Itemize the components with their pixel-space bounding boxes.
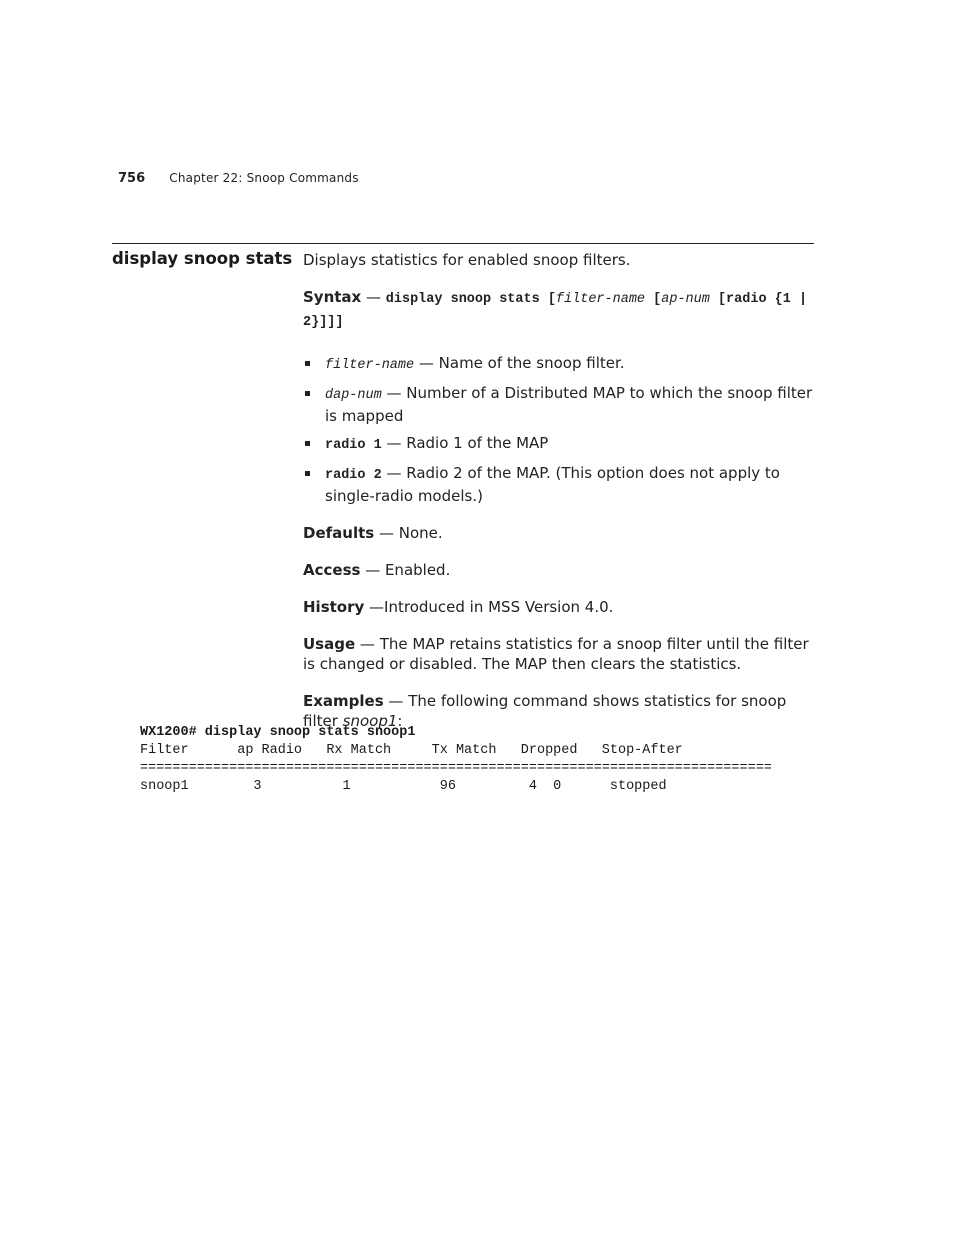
param-code: dap-num [325,388,382,403]
syntax-open-bracket-2: [ [645,292,662,307]
syntax-ap-num: ap-num [661,292,710,307]
param-desc: — Number of a Distributed MAP to which the snoop filter is mapped [325,384,813,425]
page-header [118,171,359,186]
parameter-list [303,353,815,506]
usage-section [303,634,815,674]
param-code: radio 2 [325,468,382,483]
examples-colon: : [397,712,403,730]
history-text: —Introduced in MSS Version 4.0. [364,598,614,616]
syntax-open-bracket: [ [547,292,556,307]
syntax-label: Syntax [303,288,362,306]
example-header-line: Filter ap Radio Rx Match Tx Match Dropped Stop-After [140,743,683,758]
access-label: Access [303,561,361,579]
page-number: 756 [118,171,146,186]
param-desc: — Radio 2 of the MAP. (This option does not apply to single-radio models.) [325,464,780,505]
bullet-icon [305,361,310,366]
examples-filter: snoop1 [342,712,398,730]
usage-label: Usage [303,635,356,653]
examples-text: — The following command shows statistics for snoop filter [303,692,787,730]
bullet-icon [305,391,310,396]
list-item [303,433,815,456]
list-item [303,383,815,426]
param-desc: — Name of the snoop filter. [414,354,625,372]
syntax-cmd: display snoop stats [385,292,548,307]
history-section [303,597,815,617]
syntax-filter-name: filter-name [555,292,646,307]
param-code: filter-name [325,358,415,373]
command-body [303,250,815,731]
list-item [303,353,815,376]
syntax-radio-part: [radio {1 | 2}]]] [303,292,808,330]
defaults-section [303,523,815,543]
example-row: snoop1 3 1 96 4 0 stopped [140,779,667,794]
access-section [303,560,815,580]
example-output [140,724,772,796]
access-text: — Enabled. [360,561,451,579]
bullet-icon [305,471,310,476]
chapter-title: Chapter 22: Snoop Commands [169,171,359,185]
command-title: display snoop stats [112,249,293,268]
usage-text: — The MAP retains statistics for a snoop filter until the filter is changed or disabled. The MAP then clears the statistics. [303,635,809,673]
defaults-label: Defaults [303,524,375,542]
defaults-text: — None. [374,524,443,542]
syntax-line [303,287,815,333]
command-description: Displays statistics for enabled snoop filters. [303,251,631,269]
param-code: radio 1 [325,438,382,453]
syntax-dash: — [361,288,386,306]
history-label: History [303,598,365,616]
param-desc: — Radio 1 of the MAP [381,434,549,452]
bullet-icon [305,441,310,446]
example-command-line: WX1200# display snoop stats snoop1 [140,725,416,740]
section-divider [112,243,814,244]
examples-label: Examples [303,692,384,710]
example-separator: ============================================================================== [140,761,772,776]
list-item [303,463,815,506]
